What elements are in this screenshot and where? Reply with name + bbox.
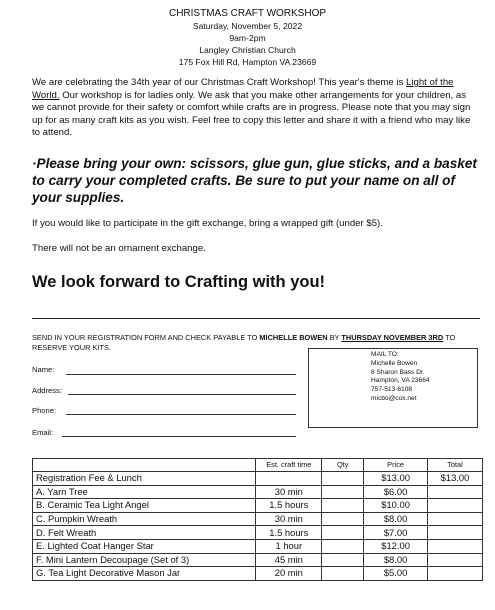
gift-exchange-note: If you would like to participate in the gift exchange, bring a wrapped gift (under $5). [32,218,383,229]
kit-order-table [32,458,483,581]
qty-cell[interactable] [322,553,364,567]
qty-cell[interactable] [322,485,364,499]
header-item [33,459,256,472]
craft-time: 45 min [256,553,322,567]
item-name: D. Felt Wreath [33,526,256,540]
header-total: Total [428,459,483,472]
email-label: Email: [32,428,54,437]
craft-time: 1 hour [256,539,322,553]
craft-time: 30 min [256,485,322,499]
name-label: Name: [32,365,55,374]
price: $8.00 [364,512,428,526]
table-row [33,485,483,499]
qty-cell[interactable] [322,539,364,553]
table-row [33,499,483,513]
craft-time: 1.5 hours [256,526,322,540]
price: $5.00 [364,567,428,581]
table-row [33,526,483,540]
mail-to-phone: 757-513-6108 [371,386,413,394]
qty-cell[interactable] [322,567,364,581]
reg-text-a: SEND IN YOUR REGISTRATION FORM AND CHECK PAYABLE TO [32,333,260,342]
total-cell[interactable] [428,539,483,553]
intro-text-1: We are celebrating the 34th year of our Christmas Craft Workshop! This year's theme is [32,77,407,88]
table-row [33,539,483,553]
total-cell[interactable] [428,499,483,513]
item-name: F. Mini Lantern Decoupage (Set of 3) [33,553,256,567]
header-craft-time: Est. craft time [256,459,322,472]
header-price: Price [364,459,428,472]
mail-to-name: Michelle Bowen [371,359,418,367]
letter-header [0,8,495,68]
price: $10.00 [364,499,428,513]
phone-label: Phone: [32,406,57,415]
intro-paragraph [32,77,472,140]
mail-to-email: micbo@cox.net [371,394,417,402]
ornament-note: There will not be an ornament exchange. [32,243,206,254]
craft-time: 20 min [256,567,322,581]
craft-time: 30 min [256,512,322,526]
item-name: Registration Fee & Lunch [33,472,256,486]
intro-text-2: Our workshop is for ladies only. We ask that you make other arrangements for your children, as we cannot provide for their safety or comfort while crafts are in progress. Please note that you may sign up for as many craft kits as you wish. Feel free to copy this letter and share it with a friend who may like to attend. [32,89,471,139]
table-row [33,567,483,581]
qty-cell[interactable] [322,499,364,513]
item-name: B. Ceramic Tea Light Angel [33,499,256,513]
closing-line: We look forward to Crafting with you! [32,273,326,291]
item-name: E. Lighted Coat Hanger Star [33,539,256,553]
email-field[interactable] [62,436,296,437]
phone-field[interactable] [66,414,296,415]
total-cell[interactable] [428,567,483,581]
price: $7.00 [364,526,428,540]
mail-to-label: MAIL TO: [371,351,399,358]
price: $13.00 [364,472,428,486]
item-name: C. Pumpkin Wreath [33,512,256,526]
item-name: A. Yarn Tree [33,485,256,499]
mail-to-city: Hampton, VA 23664 [371,377,430,385]
theme-link: Light of the World. [32,77,454,101]
header-qty: Qty [322,459,364,472]
qty-cell[interactable] [322,526,364,540]
table-row [33,472,483,486]
craft-time: 1.5 hours [256,499,322,513]
item-name: G. Tea Light Decorative Mason Jar [33,567,256,581]
table-header-row [33,459,483,472]
mail-to-street: 8 Sharon Bass Dr. [371,368,425,376]
workshop-address: 175 Fox Hill Rd, Hampton VA 23669 [178,57,317,67]
price: $6.00 [364,485,428,499]
mail-to-box [308,348,478,428]
qty-cell[interactable] [322,512,364,526]
total-cell[interactable] [428,553,483,567]
address-label: Address: [32,386,62,395]
total-cell[interactable] [428,526,483,540]
total-cell[interactable] [428,485,483,499]
reg-text-b: BY [327,333,342,342]
total-cell[interactable] [428,512,483,526]
name-field[interactable] [66,374,296,375]
price: $12.00 [364,539,428,553]
deadline: THURSDAY NOVEMBER 3RD [341,333,444,342]
divider [32,318,480,319]
qty-cell[interactable] [322,472,364,486]
table-row [33,512,483,526]
craft-time [256,472,322,486]
price: $8.00 [364,553,428,567]
address-field[interactable] [68,394,296,395]
payee-name: MICHELLE BOWEN [259,333,328,342]
bring-supplies-note: ·Please bring your own: scissors, glue gun, glue sticks, and a basket to carry your completed crafts. Be sure to put your name on all of your supplies. [32,156,477,205]
table-row [33,553,483,567]
total-cell[interactable]: $13.00 [428,472,483,486]
workshop-date: Saturday, November 5, 2022 [192,21,303,31]
workshop-title: CHRISTMAS CRAFT WORKSHOP [168,8,327,19]
workshop-venue: Langley Christian Church [199,45,296,55]
workshop-time: 9am-2pm [229,33,266,43]
reg-text-c: TO RESERVE YOUR KITS. [32,333,456,352]
